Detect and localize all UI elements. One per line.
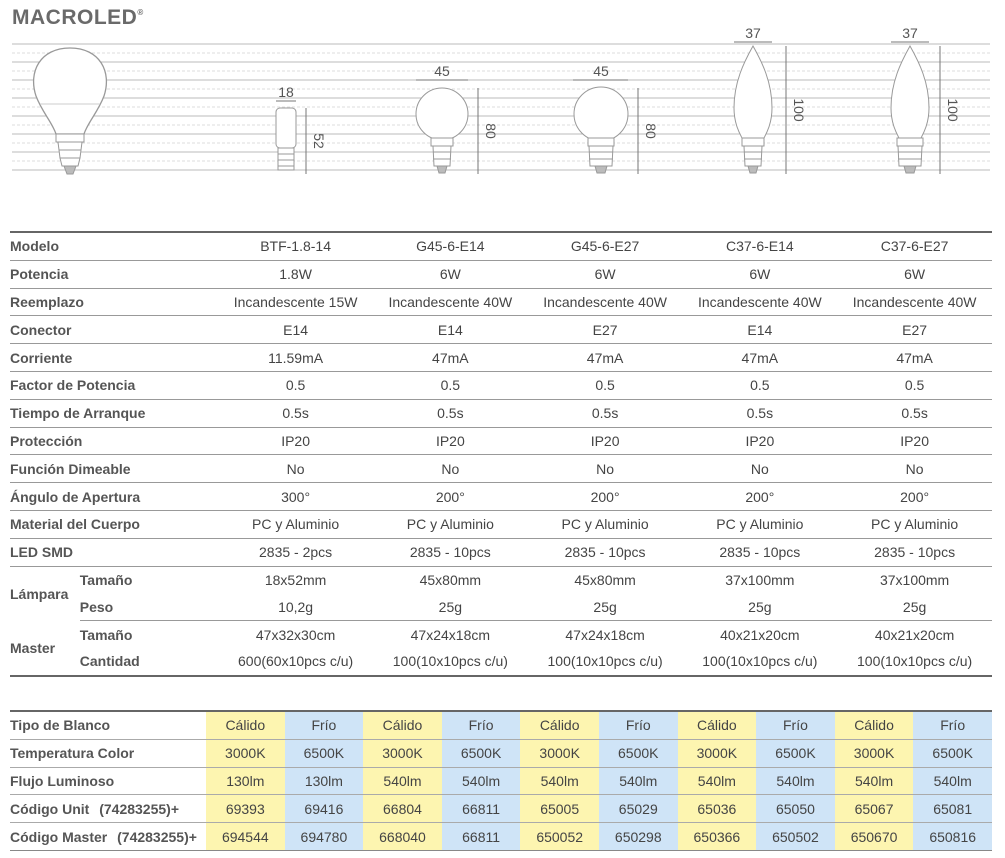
spec-value: No bbox=[528, 455, 683, 483]
spec-value: 200° bbox=[528, 483, 683, 511]
spec-value: 2835 - 10pcs bbox=[682, 538, 837, 566]
spec-value: No bbox=[373, 455, 528, 483]
spec-value: 40x21x20cm bbox=[874, 626, 955, 643]
spec-sub-label: Tamaño bbox=[79, 626, 133, 643]
spec-label: Corriente bbox=[10, 344, 218, 372]
spec-value: E27 bbox=[837, 316, 992, 344]
spec-value: 200° bbox=[837, 483, 992, 511]
spec-row bbox=[10, 427, 992, 455]
color-value: 694544 bbox=[206, 823, 285, 851]
color-label bbox=[10, 711, 206, 739]
color-label bbox=[10, 795, 206, 823]
spec-row bbox=[10, 260, 992, 288]
spec-value: E14 bbox=[682, 316, 837, 344]
color-value: 540lm bbox=[520, 767, 599, 795]
spec-label: Reemplazo bbox=[10, 288, 218, 316]
spec-value: 18x52mm bbox=[264, 571, 327, 588]
g45-e14-width-label: 45 bbox=[434, 63, 450, 79]
color-value: Cálido bbox=[363, 711, 442, 739]
color-value: 540lm bbox=[442, 767, 521, 795]
color-value: 3000K bbox=[835, 739, 914, 767]
color-value: 650816 bbox=[913, 823, 992, 851]
spec-value: 47x32x30cm bbox=[255, 626, 336, 643]
color-value: 6500K bbox=[285, 739, 364, 767]
spec-value: Incandescente 40W bbox=[837, 288, 992, 316]
spec-value: C37-6-E27 bbox=[837, 232, 992, 260]
spec-group-label: Lámpara bbox=[10, 585, 69, 602]
g45-e27-width-label: 45 bbox=[593, 63, 609, 79]
spec-value: 100(10x10pcs c/u) bbox=[392, 653, 508, 670]
spec-value: 2835 - 10pcs bbox=[837, 538, 992, 566]
spec-value: 6W bbox=[373, 260, 528, 288]
color-value: 65005 bbox=[520, 795, 599, 823]
color-row bbox=[10, 711, 992, 739]
spec-label: Potencia bbox=[10, 260, 218, 288]
spec-label: Protección bbox=[10, 427, 218, 455]
color-label bbox=[10, 767, 206, 795]
color-label-text: Flujo Luminoso bbox=[10, 772, 115, 789]
spec-label: LED SMD bbox=[10, 538, 218, 566]
spec-value: 47x24x18cm bbox=[565, 626, 645, 643]
spec-value: IP20 bbox=[837, 427, 992, 455]
spec-row bbox=[10, 483, 992, 511]
c37-e27-width-label: 37 bbox=[902, 25, 918, 41]
spec-value: 0.5 bbox=[528, 371, 683, 399]
spec-value: 100(10x10pcs c/u) bbox=[857, 653, 973, 670]
spec-value: Incandescente 15W bbox=[218, 288, 373, 316]
spec-value: 37x100mm bbox=[725, 571, 795, 588]
spec-value: E14 bbox=[373, 316, 528, 344]
color-label-text: Temperatura Color bbox=[10, 745, 135, 762]
color-value: Cálido bbox=[835, 711, 914, 739]
spec-value: 10,2g bbox=[218, 593, 373, 620]
color-value: 650502 bbox=[756, 823, 835, 851]
color-value: 540lm bbox=[363, 767, 442, 795]
spec-row bbox=[10, 232, 992, 260]
spec-value: Incandescente 40W bbox=[682, 288, 837, 316]
spec-row bbox=[10, 344, 992, 372]
spec-value: Incandescente 40W bbox=[373, 288, 528, 316]
color-value: 6500K bbox=[442, 739, 521, 767]
color-label-text: Código Master bbox=[10, 828, 108, 845]
spec-value: PC y Aluminio bbox=[837, 510, 992, 538]
spec-value: 40x21x20cm bbox=[720, 626, 800, 643]
spec-value: 2835 - 2pcs bbox=[218, 538, 373, 566]
spec-value: 0.5 bbox=[837, 371, 992, 399]
spec-value: 11.59mA bbox=[218, 344, 373, 372]
color-value: 66804 bbox=[363, 795, 442, 823]
spec-value: 600(60x10pcs c/u) bbox=[238, 653, 354, 670]
spec-row bbox=[10, 648, 992, 676]
spec-value: 6W bbox=[682, 260, 837, 288]
spec-value: 300° bbox=[218, 483, 373, 511]
spec-value: 0.5 bbox=[682, 371, 837, 399]
g45-e14-height-label: 80 bbox=[483, 123, 499, 139]
g45-e27-height-label: 80 bbox=[643, 123, 659, 139]
spec-row bbox=[10, 510, 992, 538]
color-value: 65029 bbox=[599, 795, 678, 823]
spec-value: 200° bbox=[682, 483, 837, 511]
spec-value: 0.5 bbox=[373, 371, 528, 399]
color-value: 540lm bbox=[756, 767, 835, 795]
spec-value: IP20 bbox=[218, 427, 373, 455]
spec-value: No bbox=[218, 455, 373, 483]
color-value: 130lm bbox=[285, 767, 364, 795]
color-value: Frío bbox=[599, 711, 678, 739]
spec-row bbox=[10, 593, 992, 620]
color-value: 69393 bbox=[206, 795, 285, 823]
color-row bbox=[10, 823, 992, 851]
c37-e14-height-label: 100 bbox=[791, 98, 807, 122]
spec-row bbox=[10, 538, 992, 566]
color-value: Frío bbox=[756, 711, 835, 739]
color-value: 66811 bbox=[442, 795, 521, 823]
spec-label: Ángulo de Apertura bbox=[10, 483, 218, 511]
spec-row bbox=[10, 566, 992, 593]
spec-value: G45-6-E14 bbox=[373, 232, 528, 260]
code-prefix: (74283255)+ bbox=[99, 800, 179, 817]
spec-value: 0.5s bbox=[837, 399, 992, 427]
btf-width-label: 18 bbox=[278, 84, 294, 100]
spec-value: E27 bbox=[528, 316, 683, 344]
spec-value: 25g bbox=[682, 593, 837, 620]
color-value: Cálido bbox=[206, 711, 285, 739]
spec-value: 100(10x10pcs c/u) bbox=[547, 653, 663, 670]
color-value: 65036 bbox=[678, 795, 757, 823]
spec-value: 0.5s bbox=[682, 399, 837, 427]
spec-label: Material del Cuerpo bbox=[10, 510, 218, 538]
spec-value: C37-6-E14 bbox=[682, 232, 837, 260]
color-value: 650366 bbox=[678, 823, 757, 851]
spec-row bbox=[10, 288, 992, 316]
color-value: 650670 bbox=[835, 823, 914, 851]
spec-value: 47x24x18cm bbox=[410, 626, 491, 643]
spec-sub-label: Cantidad bbox=[79, 653, 140, 670]
spec-label: Factor de Potencia bbox=[10, 371, 218, 399]
bulb-btf-icon bbox=[276, 84, 327, 174]
code-prefix: (74283255)+ bbox=[117, 828, 197, 845]
color-label bbox=[10, 823, 206, 851]
color-value: Frío bbox=[442, 711, 521, 739]
color-value: 66811 bbox=[442, 823, 521, 851]
spec-value: 6W bbox=[528, 260, 683, 288]
color-label-text: Código Unit bbox=[10, 800, 90, 817]
spec-row bbox=[10, 316, 992, 344]
color-value: 650298 bbox=[599, 823, 678, 851]
spec-value: 6W bbox=[837, 260, 992, 288]
spec-value: 45x80mm bbox=[419, 571, 482, 588]
spec-value: 0.5s bbox=[218, 399, 373, 427]
spec-label: Conector bbox=[10, 316, 218, 344]
spec-row bbox=[10, 371, 992, 399]
color-value: 6500K bbox=[599, 739, 678, 767]
spec-value: 0.5s bbox=[528, 399, 683, 427]
spec-row bbox=[10, 621, 992, 648]
color-value: Frío bbox=[285, 711, 364, 739]
color-value: Cálido bbox=[678, 711, 757, 739]
spec-value: 47mA bbox=[528, 344, 683, 372]
spec-value: PC y Aluminio bbox=[528, 510, 683, 538]
color-value: 540lm bbox=[599, 767, 678, 795]
color-value: Frío bbox=[913, 711, 992, 739]
spec-value: G45-6-E27 bbox=[528, 232, 683, 260]
spec-table bbox=[10, 231, 992, 677]
spec-value: PC y Aluminio bbox=[373, 510, 528, 538]
bulb-dimension-diagram bbox=[0, 0, 1005, 200]
color-value: 3000K bbox=[678, 739, 757, 767]
spec-value: PC y Aluminio bbox=[682, 510, 837, 538]
color-value: 650052 bbox=[520, 823, 599, 851]
spec-value: 37x100mm bbox=[879, 571, 950, 588]
color-row bbox=[10, 739, 992, 767]
spec-value: 2835 - 10pcs bbox=[373, 538, 528, 566]
spec-value: 47mA bbox=[682, 344, 837, 372]
spec-label: Función Dimeable bbox=[10, 455, 218, 483]
color-table bbox=[10, 710, 992, 851]
spec-value: No bbox=[682, 455, 837, 483]
spec-value: 0.5s bbox=[373, 399, 528, 427]
color-value: 130lm bbox=[206, 767, 285, 795]
color-value: 540lm bbox=[678, 767, 757, 795]
spec-value: 47mA bbox=[373, 344, 528, 372]
color-value: 65050 bbox=[756, 795, 835, 823]
spec-value: No bbox=[837, 455, 992, 483]
spec-sub-label: Tamaño bbox=[79, 571, 133, 588]
color-value: 65081 bbox=[913, 795, 992, 823]
color-row bbox=[10, 767, 992, 795]
spec-row bbox=[10, 399, 992, 427]
c37-e27-height-label: 100 bbox=[945, 98, 961, 122]
color-value: 6500K bbox=[756, 739, 835, 767]
background-lines bbox=[12, 44, 990, 170]
spec-value: 0.5 bbox=[218, 371, 373, 399]
spec-value: Incandescente 40W bbox=[528, 288, 683, 316]
color-row bbox=[10, 795, 992, 823]
spec-value: IP20 bbox=[373, 427, 528, 455]
spec-label: Tiempo de Arranque bbox=[10, 399, 218, 427]
color-value: 3000K bbox=[520, 739, 599, 767]
spec-value: 100(10x10pcs c/u) bbox=[702, 653, 818, 670]
color-value: 6500K bbox=[913, 739, 992, 767]
spec-value: BTF-1.8-14 bbox=[218, 232, 373, 260]
color-label-text: Tipo de Blanco bbox=[10, 717, 111, 734]
spec-row bbox=[10, 455, 992, 483]
spec-value: E14 bbox=[218, 316, 373, 344]
spec-value: 45x80mm bbox=[574, 571, 636, 588]
color-value: 3000K bbox=[206, 739, 285, 767]
spec-value: 25g bbox=[528, 593, 683, 620]
spec-value: 25g bbox=[373, 593, 528, 620]
spec-value: 2835 - 10pcs bbox=[528, 538, 683, 566]
spec-value: PC y Aluminio bbox=[218, 510, 373, 538]
color-value: 3000K bbox=[363, 739, 442, 767]
spec-sub-label: Peso bbox=[80, 593, 218, 620]
color-value: 540lm bbox=[913, 767, 992, 795]
color-value: 65067 bbox=[835, 795, 914, 823]
btf-height-label: 52 bbox=[311, 133, 327, 149]
spec-value: 200° bbox=[373, 483, 528, 511]
color-value: 668040 bbox=[363, 823, 442, 851]
color-value: 69416 bbox=[285, 795, 364, 823]
spec-value: 25g bbox=[837, 593, 992, 620]
spec-label: Modelo bbox=[10, 232, 218, 260]
spec-value: 1.8W bbox=[218, 260, 373, 288]
bulb-a60-icon bbox=[34, 48, 107, 174]
color-value: 540lm bbox=[835, 767, 914, 795]
spec-value: IP20 bbox=[528, 427, 683, 455]
color-value: 694780 bbox=[285, 823, 364, 851]
brand-logo: MACROLED® bbox=[12, 6, 144, 29]
spec-group-label: Master bbox=[10, 639, 56, 656]
c37-e14-width-label: 37 bbox=[745, 25, 761, 41]
spec-value: IP20 bbox=[682, 427, 837, 455]
color-value: Cálido bbox=[520, 711, 599, 739]
spec-value: 47mA bbox=[837, 344, 992, 372]
color-label bbox=[10, 739, 206, 767]
